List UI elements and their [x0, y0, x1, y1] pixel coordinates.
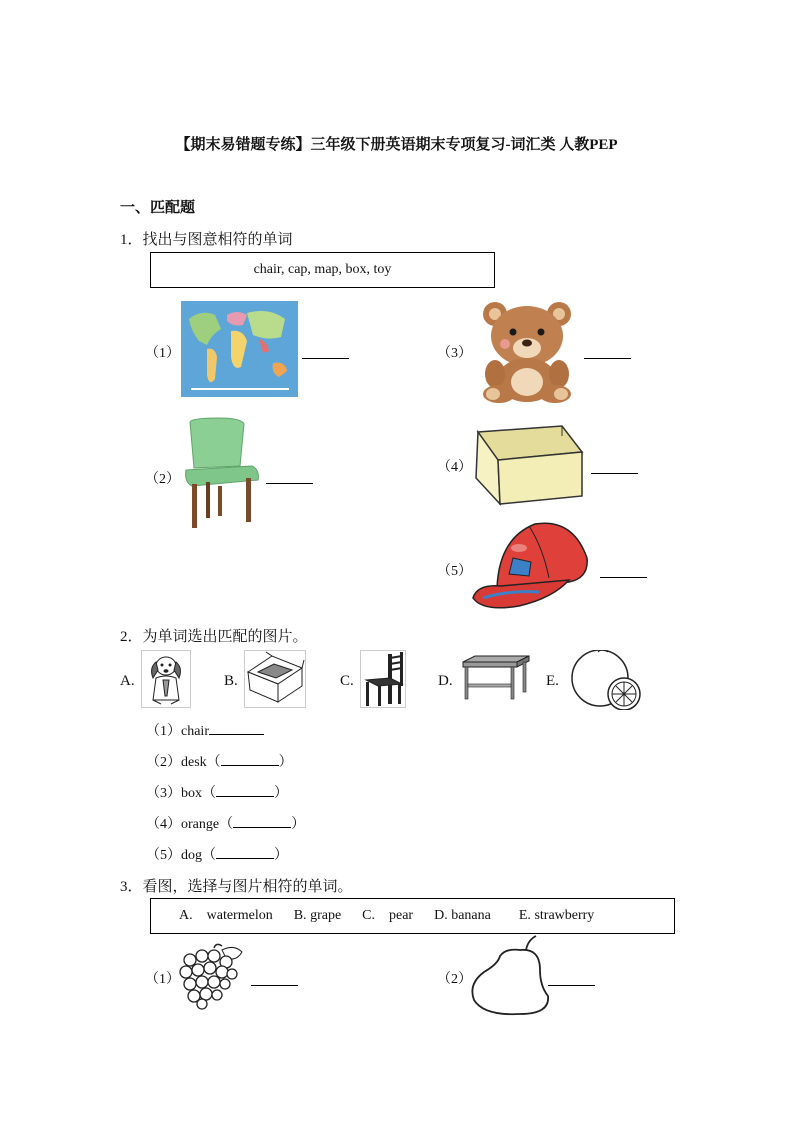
q1-item-4-number: （4） [437, 460, 472, 475]
grapes-picture [178, 942, 248, 1010]
dog-picture [141, 650, 191, 708]
q2-item-1-word: chair [181, 724, 209, 739]
teddy-bear-picture [475, 296, 579, 404]
desk-picture [461, 654, 531, 702]
q2-item-3-number: （3） [146, 786, 181, 801]
q2-item-2-number: （2） [146, 755, 181, 770]
q2-item-3-word: box [181, 786, 202, 801]
q2-item-2-close-paren: ） [278, 755, 293, 770]
q1-item-5-number: （5） [437, 564, 472, 579]
q2-item-4-number: （4） [146, 817, 181, 832]
q2-item-4-answer-blank[interactable] [233, 813, 291, 828]
q2-option-a-letter: A. [120, 673, 135, 689]
q2-item-5-word: dog [181, 848, 202, 863]
q3-item-1-answer-blank[interactable] [251, 985, 298, 986]
q3-item-2-number: （2） [437, 972, 472, 987]
q2-item-1-number: （1） [146, 724, 181, 739]
q1-item-2-number: （2） [145, 472, 180, 487]
q2-item-5-number: （5） [146, 848, 181, 863]
q2-option-c-letter: C. [340, 673, 354, 689]
q1-item-1-number: （1） [145, 346, 180, 361]
q1-item-4-answer-blank[interactable] [591, 473, 638, 474]
choice-b-letter: B. [293, 908, 307, 923]
q1-item-3-answer-blank[interactable] [584, 358, 631, 359]
pear-picture [470, 934, 550, 1016]
q2-option-b-letter: B. [224, 673, 238, 689]
open-box-picture [470, 422, 586, 508]
choice-e-letter: E. [518, 908, 531, 923]
q1-item-2-answer-blank[interactable] [266, 483, 313, 484]
choice-b-word: grape [310, 908, 342, 923]
world-map-picture [181, 301, 298, 397]
q2-item-5-close-paren: ） [274, 848, 288, 863]
q2-item-1 [146, 720, 264, 740]
q2-item-2 [146, 751, 293, 771]
red-cap-picture [469, 518, 593, 614]
q2-item-2-open-paren: （ [206, 755, 221, 770]
q1-item-5-answer-blank[interactable] [600, 577, 647, 578]
choice-c-word: pear [389, 908, 414, 923]
green-chair-picture [182, 416, 262, 532]
q3-item-1-number: （1） [145, 972, 180, 987]
q2-option-e-letter: E. [546, 673, 559, 689]
q2-item-2-word: desk [181, 755, 207, 770]
fruit-choice-box [150, 898, 675, 934]
q2-item-5-answer-blank[interactable] [216, 844, 274, 859]
word-bank-box: chair, cap, map, box, toy [150, 252, 495, 288]
box-picture [244, 650, 306, 708]
q2-item-5-open-paren: （ [202, 848, 216, 863]
question-1-prompt: 1．找出与图意相符的单词 [120, 232, 293, 248]
q2-item-4 [146, 813, 305, 833]
choice-e-word: strawberry [534, 908, 595, 923]
choice-d-letter: D. [434, 908, 448, 923]
question-3-prompt: 3．看图，选择与图片相符的单词。 [120, 879, 353, 895]
q2-item-3 [146, 782, 288, 802]
q2-item-3-answer-blank[interactable] [216, 782, 274, 797]
chair-picture [360, 650, 406, 708]
q1-item-1-answer-blank[interactable] [302, 358, 349, 359]
choice-a-word: watermelon [206, 908, 273, 923]
orange-picture [568, 650, 648, 710]
q3-item-2-answer-blank[interactable] [548, 985, 595, 986]
q2-item-4-close-paren: ） [291, 817, 306, 832]
page-title: 【期末易错题专练】三年级下册英语期末专项复习-词汇类 人教PEP [175, 137, 618, 153]
q2-item-2-answer-blank[interactable] [221, 751, 279, 766]
q2-item-5 [146, 844, 288, 864]
question-2-prompt: 2．为单词选出匹配的图片。 [120, 629, 308, 645]
q2-item-1-answer-blank[interactable] [209, 720, 264, 735]
q2-item-4-open-paren: （ [219, 817, 234, 832]
q2-item-3-close-paren: ） [274, 786, 288, 801]
q2-item-4-word: orange [181, 817, 220, 832]
choice-a-letter: A. [179, 908, 193, 923]
q2-item-3-open-paren: （ [202, 786, 216, 801]
q2-option-d-letter: D. [438, 673, 453, 689]
choice-d-word: banana [451, 908, 491, 923]
choice-c-letter: C. [362, 908, 375, 923]
section-heading-matching: 一、匹配题 [120, 200, 196, 216]
q1-item-3-number: （3） [437, 346, 472, 361]
